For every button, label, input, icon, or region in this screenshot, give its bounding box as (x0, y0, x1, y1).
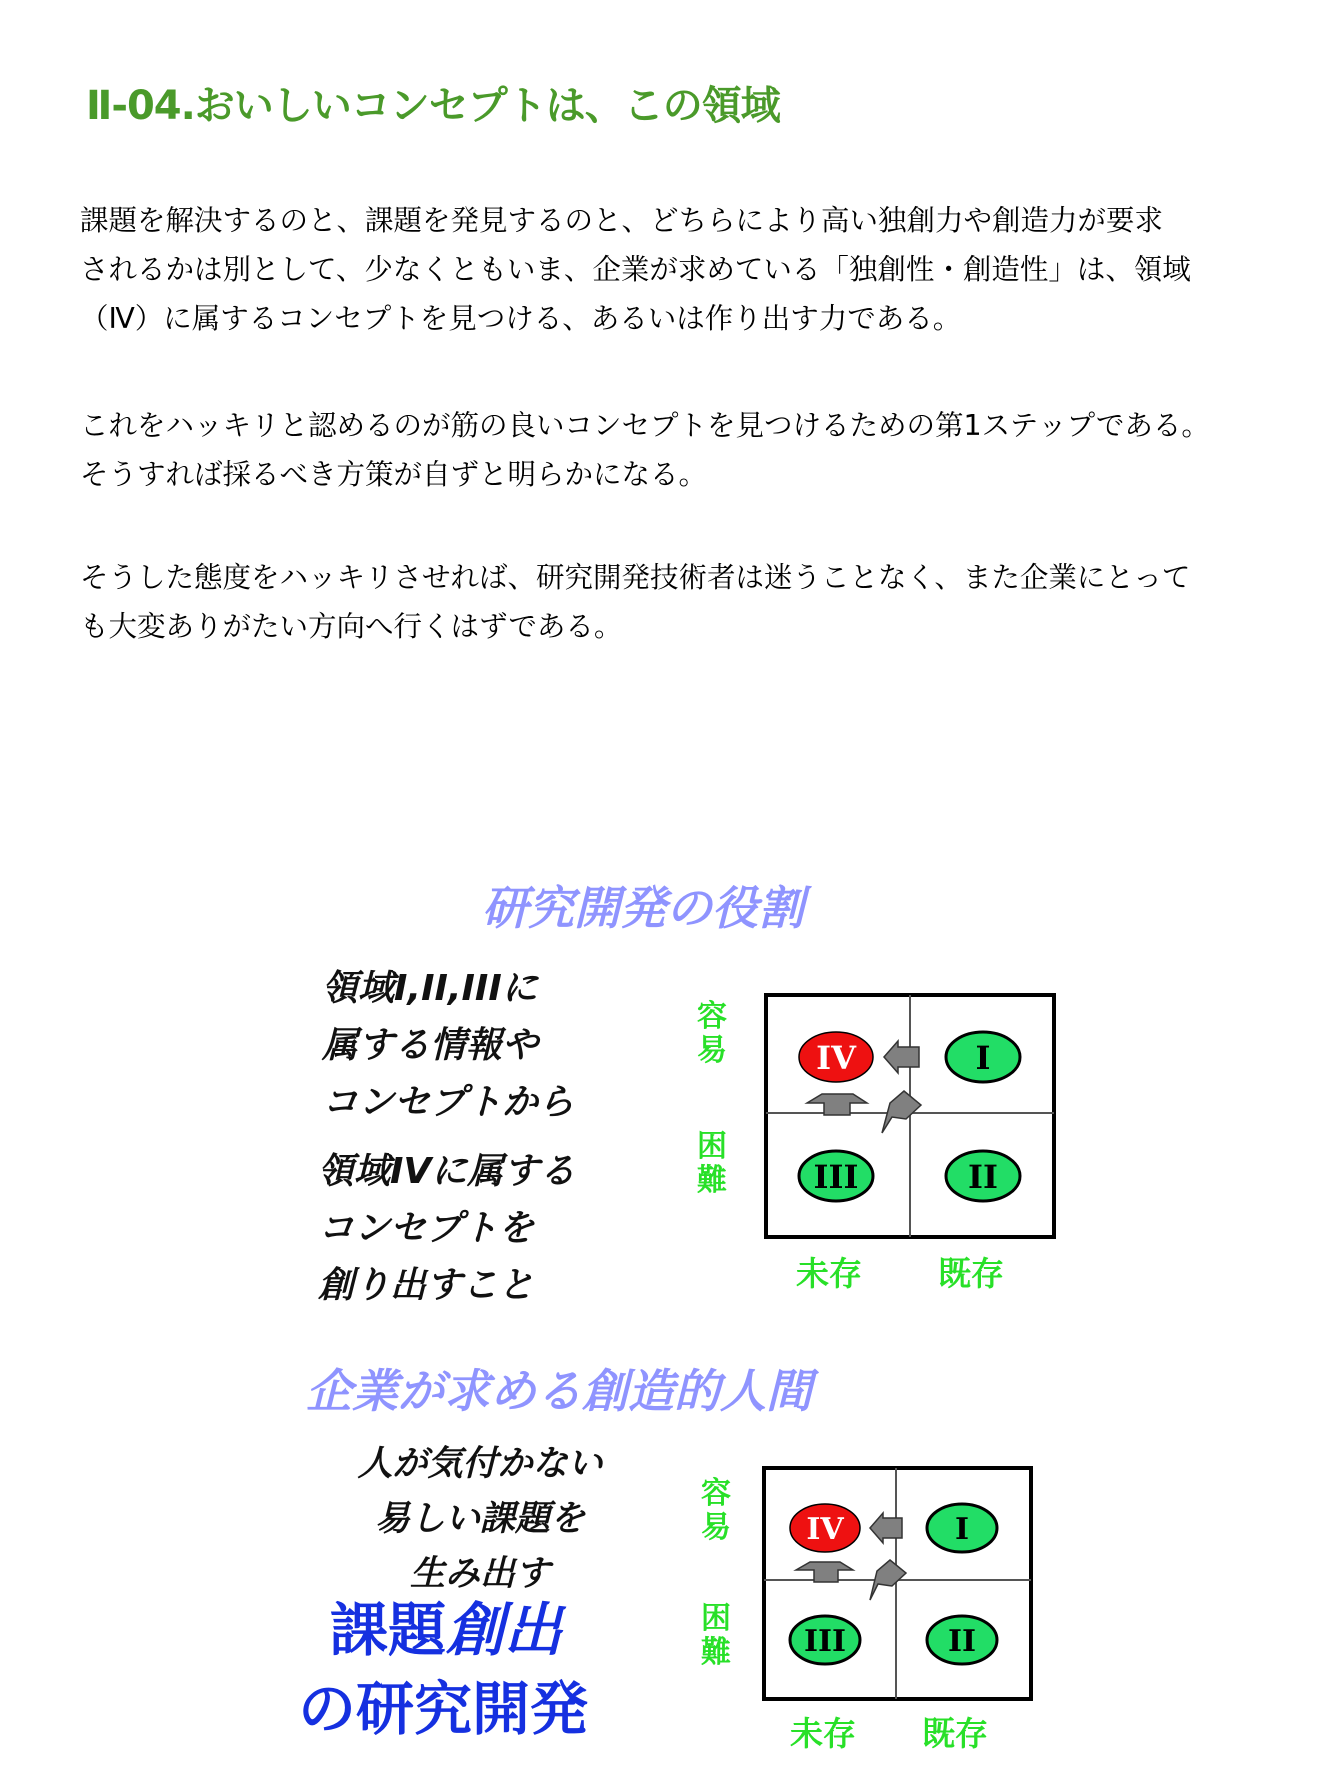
figure1-axis-hard: 困 難 (697, 1129, 727, 1198)
figure1-quadrant-diagram (764, 993, 1057, 1240)
quadrant-label-iv: IV (806, 1512, 844, 1547)
figure1-title: 研究開発の役割 (482, 881, 804, 935)
quadrant-ii (927, 1616, 997, 1664)
figure2-axis-hard: 困 難 (701, 1601, 731, 1670)
figure2-title: 企業が求める創造的人間 (306, 1364, 812, 1418)
quadrant-iii (790, 1616, 860, 1664)
quadrant-label-i: I (954, 1512, 970, 1547)
paragraph-2: これをハッキリと認めるのが筋の良いコンセプトを見つけるための第1ステップである。 そうすれば採るべき方策が自ずと明らかになる。 (80, 409, 1210, 491)
figure1-axis-new: 未存 (796, 1254, 862, 1293)
quadrant-label-ii: II (947, 1624, 977, 1659)
figure1-text-bottom: 領域IVに属する コンセプトを 創り出すこと (318, 1151, 576, 1306)
figure1-axis-easy: 容 易 (697, 999, 727, 1068)
quadrant-frame (764, 1468, 1031, 1699)
quadrant-label-iv: IV (816, 1039, 856, 1077)
quadrant-ii (946, 1151, 1020, 1201)
figure2-big-line2: の研究開発 (298, 1675, 589, 1743)
figure2-quadrant-diagram (762, 1466, 1034, 1702)
figure2-axis-existing: 既存 (922, 1714, 988, 1753)
figure2-text-top: 人が気付かない 易しい課題を 生み出す (357, 1444, 603, 1594)
figure2-big-line1-a: 課題 (330, 1596, 447, 1664)
paragraph-1: 課題を解決するのと、課題を発見するのと、どちらにより高い独創力や創造力が要求 されるかは別として、少なくともいま、企業が求めている「独創性・創造性」は、領域 （Ⅳ）に属するコンセプトを見つける、あるいは作り出す力である。 (80, 204, 1191, 335)
figure2-axis-new: 未存 (790, 1714, 856, 1753)
figure1-text-top: 領域I,II,IIIに 属する情報や コンセプトから (322, 968, 575, 1123)
quadrant-iii (799, 1151, 873, 1201)
figure2-big-line1 (330, 1591, 562, 1669)
figure2-big-line1-b: 創出 (446, 1596, 563, 1664)
figure2-axis-easy: 容 易 (701, 1476, 731, 1545)
quadrant-i (946, 1032, 1020, 1082)
quadrant-iv (799, 1032, 873, 1082)
quadrant-label-iii: III (803, 1624, 847, 1659)
page-title: Ⅱ-04.おいしいコンセプトは、この領域 (86, 83, 780, 129)
quadrant-i (927, 1504, 997, 1552)
quadrant-iv (790, 1504, 860, 1552)
quadrant-label-ii: II (968, 1158, 998, 1196)
figure1-axis-existing: 既存 (938, 1254, 1004, 1293)
quadrant-label-iii: III (813, 1158, 859, 1196)
quadrant-label-i: I (975, 1039, 991, 1077)
paragraph-3: そうした態度をハッキリさせれば、研究開発技術者は迷うことなく、また企業にとって も大変ありがたい方向へ行くはずである。 (80, 561, 1191, 643)
